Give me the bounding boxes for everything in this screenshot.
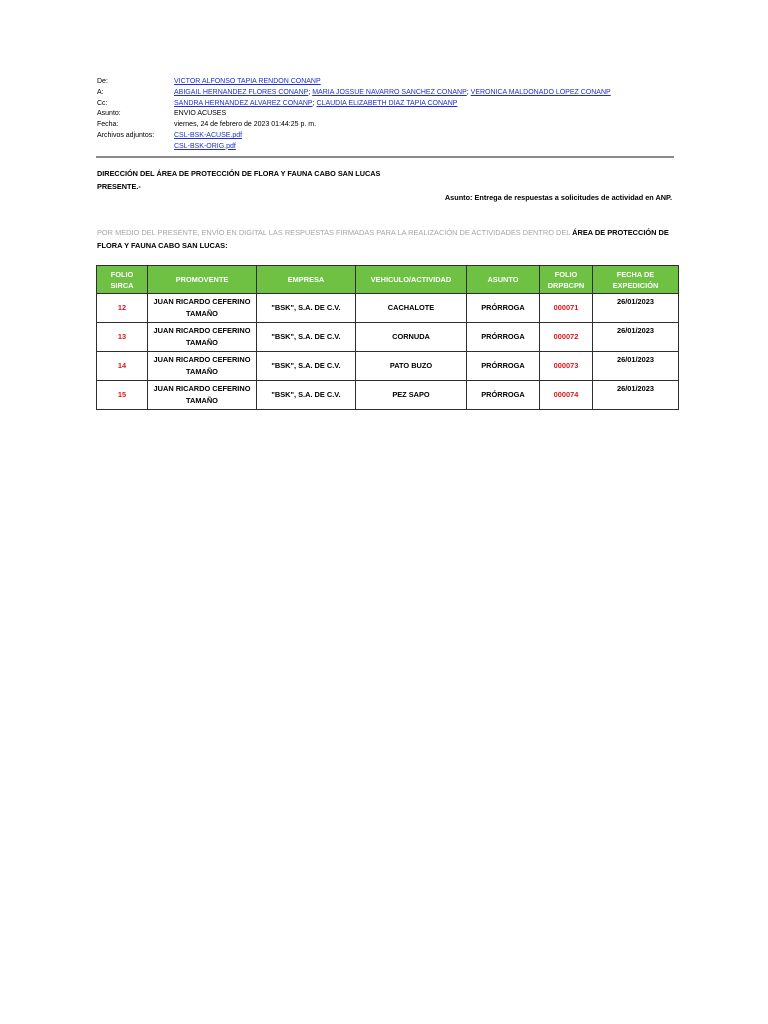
- cell-empresa: "BSK", S.A. DE C.V.: [257, 381, 356, 410]
- cell-folio-sirca: 13: [97, 323, 148, 352]
- cell-vehiculo: PATO BUZO: [356, 352, 467, 381]
- cell-folio-drpbcpn: 000072: [540, 323, 593, 352]
- intro-area-name: ÁREA DE PROTECCIÓN DE FLORA Y FAUNA CABO SAN LUCAS:: [97, 228, 669, 250]
- permits-table: [96, 265, 679, 410]
- table-header-row: [97, 266, 679, 294]
- subject-label: Asunto:: [97, 110, 121, 118]
- attachments-label: Archivos adjuntos:: [97, 131, 155, 139]
- cell-asunto: PRÓRROGA: [467, 352, 540, 381]
- cell-empresa: "BSK", S.A. DE C.V.: [257, 352, 356, 381]
- cell-folio-drpbcpn: 000074: [540, 381, 593, 410]
- date-value: viernes, 24 de febrero de 2023 01:44:25 p. m.: [174, 121, 317, 129]
- cc-link-1[interactable]: SANDRA HERNANDEZ ALVAREZ CONANP: [174, 99, 313, 107]
- cell-fecha: 26/01/2023: [593, 294, 679, 323]
- letter-subject-text: Entrega de respuestas a solicitudes de actividad en ANP.: [472, 193, 672, 202]
- separator: ;: [308, 88, 313, 96]
- cell-vehiculo: CACHALOTE: [356, 294, 467, 323]
- from-link[interactable]: VICTOR ALFONSO TAPIA RENDON CONANP: [174, 78, 321, 85]
- subject-value: ENVIO ACUSES: [174, 110, 227, 118]
- to-link-1[interactable]: ABIGAIL HERNANDEZ FLORES CONANP: [174, 88, 309, 96]
- from-label: De:: [97, 78, 108, 85]
- table-row: [97, 381, 679, 410]
- separator: ;: [312, 99, 317, 107]
- cell-promovente: JUAN RICARDO CEFERINO TAMAÑO: [148, 352, 257, 381]
- col-header-fecha: FECHA DE EXPEDICIÓN: [593, 266, 679, 294]
- separator: ;: [466, 88, 471, 96]
- intro-paragraph: [97, 227, 675, 252]
- header-divider: [96, 156, 674, 158]
- table-row: [97, 352, 679, 381]
- col-header-vehiculo: VEHICULO/ACTIVIDAD: [356, 266, 467, 294]
- cell-empresa: "BSK", S.A. DE C.V.: [257, 323, 356, 352]
- date-label: Fecha:: [97, 121, 119, 129]
- cell-folio-sirca: 12: [97, 294, 148, 323]
- col-header-empresa: EMPRESA: [257, 266, 356, 294]
- cell-fecha: 26/01/2023: [593, 323, 679, 352]
- email-header: [97, 77, 673, 153]
- to-link-2[interactable]: MARIA JOSSUE NAVARRO SANCHEZ CONANP: [312, 88, 467, 96]
- date-row: [97, 120, 673, 131]
- cell-folio-drpbcpn: 000071: [540, 294, 593, 323]
- attachment-link-acuse[interactable]: CSL-BSK-ACUSE.pdf: [174, 131, 243, 139]
- cell-fecha: 26/01/2023: [593, 381, 679, 410]
- cell-promovente: JUAN RICARDO CEFERINO TAMAÑO: [148, 294, 257, 323]
- intro-text: POR MEDIO DEL PRESENTE, ENVÍO EN DIGITAL LAS RESPUESTAS FIRMADAS PARA LA REALIZACIÓN DE ACTIVIDADES DENTRO DEL: [97, 228, 573, 237]
- attachments-row: [97, 131, 673, 153]
- letter-subject-label: Asunto:: [444, 193, 473, 202]
- col-header-asunto: ASUNTO: [467, 266, 540, 294]
- cell-asunto: PRÓRROGA: [467, 323, 540, 352]
- letter-recipient: [97, 168, 380, 193]
- cell-asunto: PRÓRROGA: [467, 381, 540, 410]
- col-header-folio-drpbcpn: FOLIO DRPBCPN: [540, 266, 593, 294]
- cell-vehiculo: PEZ SAPO: [356, 381, 467, 410]
- cc-link-2[interactable]: CLAUDIA ELIZABETH DIAZ TAPIA CONANP: [316, 99, 458, 107]
- to-row: [97, 88, 673, 99]
- cell-folio-sirca: 15: [97, 381, 148, 410]
- table-row: [97, 323, 679, 352]
- col-header-folio-sirca: FOLIO SIRCA: [97, 266, 148, 294]
- cell-vehiculo: CORNUDA: [356, 323, 467, 352]
- subject-row: [97, 109, 673, 120]
- cell-promovente: JUAN RICARDO CEFERINO TAMAÑO: [148, 323, 257, 352]
- from-row: [97, 77, 673, 88]
- col-header-promovente: PROMOVENTE: [148, 266, 257, 294]
- direccion-heading: DIRECCIÓN DEL ÁREA DE PROTECCIÓN DE FLORA Y FAUNA CABO SAN LUCAS: [97, 169, 381, 178]
- cell-promovente: JUAN RICARDO CEFERINO TAMAÑO: [148, 381, 257, 410]
- cc-row: [97, 99, 673, 110]
- attachment-link-orig[interactable]: CSL-BSK-ORIG.pdf: [174, 142, 236, 150]
- cell-folio-drpbcpn: 000073: [540, 352, 593, 381]
- table-row: [97, 294, 679, 323]
- presente-line: PRESENTE.-: [97, 181, 141, 191]
- cell-empresa: "BSK", S.A. DE C.V.: [257, 294, 356, 323]
- letter-subject: [445, 193, 672, 202]
- cell-fecha: 26/01/2023: [593, 352, 679, 381]
- cc-label: Cc:: [97, 99, 108, 107]
- to-label: A:: [97, 88, 104, 96]
- to-link-3[interactable]: VERONICA MALDONADO LOPEZ CONANP: [470, 88, 611, 96]
- cell-asunto: PRÓRROGA: [467, 294, 540, 323]
- cell-folio-sirca: 14: [97, 352, 148, 381]
